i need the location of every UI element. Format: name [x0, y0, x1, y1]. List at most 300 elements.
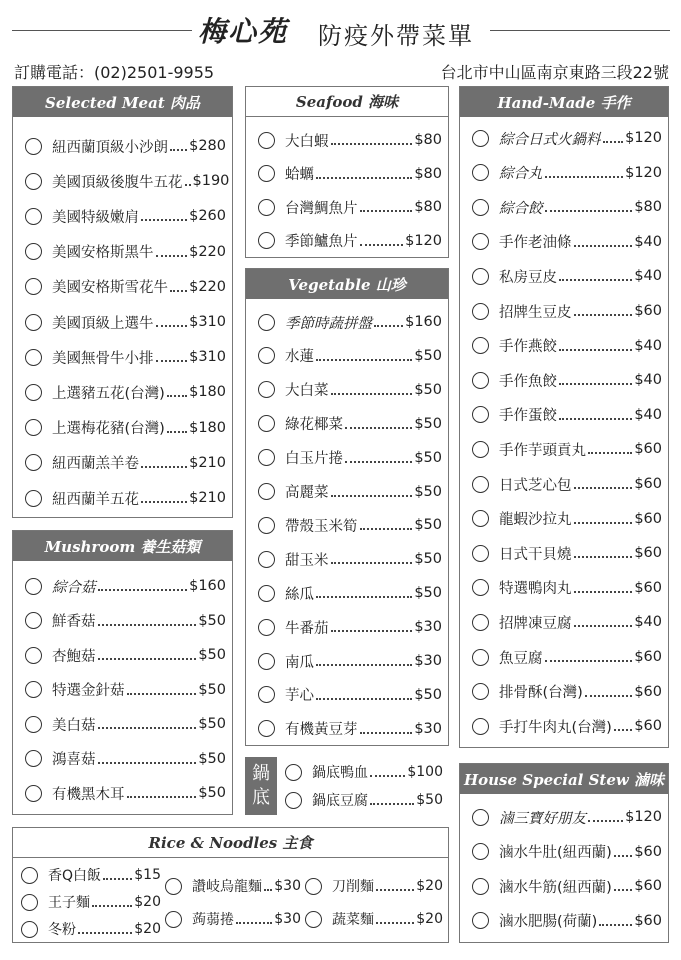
menu-item[interactable]	[25, 606, 226, 636]
dot-leader	[141, 211, 187, 221]
item-checkbox[interactable]	[25, 314, 42, 331]
menu-item[interactable]	[258, 680, 442, 710]
dot-leader	[574, 617, 633, 627]
dot-leader	[559, 375, 632, 385]
item-checkbox[interactable]	[472, 441, 489, 458]
menu-item[interactable]	[258, 409, 442, 439]
item-checkbox[interactable]	[472, 406, 489, 423]
dot-leader	[141, 493, 187, 503]
dot-leader	[574, 583, 633, 593]
menu-item[interactable]	[25, 448, 226, 478]
item-price: $310	[189, 349, 226, 366]
section-mushroom	[12, 530, 233, 815]
item-checkbox[interactable]	[472, 510, 489, 527]
item-price: $40	[634, 372, 662, 389]
menu-item[interactable]	[25, 166, 230, 196]
section-stew	[459, 763, 669, 943]
item-name: 上選梅花豬(台灣)	[52, 421, 165, 438]
store-address: 台北市中山區南京東路三段22號	[440, 63, 669, 82]
section-title: Seafood 海味	[246, 87, 448, 117]
item-checkbox[interactable]	[472, 199, 489, 216]
section-seafood	[245, 86, 449, 258]
menu-item[interactable]	[472, 296, 662, 326]
menu-item[interactable]	[472, 123, 662, 153]
item-name: 美國無骨牛小排	[52, 350, 154, 367]
menu-item[interactable]	[285, 757, 443, 787]
item-checkbox[interactable]	[472, 683, 489, 700]
item-price: $50	[414, 347, 442, 364]
menu-item[interactable]	[472, 192, 662, 222]
item-checkbox[interactable]	[472, 878, 489, 895]
item-name: 綜合日式火鍋料	[499, 131, 601, 148]
menu-item[interactable]	[472, 538, 662, 568]
dot-leader	[331, 554, 413, 564]
item-price: $50	[414, 517, 442, 534]
dot-leader	[614, 881, 632, 891]
item-name: 甜玉米	[285, 552, 329, 569]
item-price: $60	[634, 649, 662, 665]
item-checkbox[interactable]	[258, 199, 275, 216]
item-name: 手作燕餃	[499, 339, 557, 356]
item-name: 美國頂級上選牛	[52, 315, 154, 332]
menu-item[interactable]	[25, 272, 226, 302]
menu-item[interactable]	[25, 342, 226, 372]
menu-item[interactable]	[25, 413, 226, 443]
item-name: 招牌凍豆腐	[499, 615, 572, 632]
menu-item[interactable]	[25, 307, 226, 337]
item-name: 滷水牛肚(紐西蘭)	[499, 845, 612, 861]
hotpot-label-char: 鍋	[252, 763, 270, 784]
menu-item[interactable]	[258, 714, 442, 744]
item-price: $30	[414, 619, 442, 636]
dot-leader	[185, 176, 191, 186]
dot-leader	[545, 168, 624, 178]
item-checkbox[interactable]	[25, 384, 42, 401]
dot-leader	[141, 458, 187, 468]
item-name: 綜合菇	[52, 579, 96, 596]
menu-item[interactable]	[21, 914, 161, 944]
menu-item[interactable]	[258, 226, 442, 256]
menu-item[interactable]	[472, 573, 662, 603]
menu-item[interactable]	[258, 612, 442, 642]
menu-item[interactable]	[258, 125, 442, 155]
item-name: 綜合餃	[499, 200, 543, 217]
item-name: 刀削麵	[332, 879, 374, 895]
item-checkbox[interactable]	[25, 578, 42, 595]
item-checkbox[interactable]	[258, 415, 275, 432]
dot-leader	[370, 767, 405, 777]
menu-item[interactable]	[472, 331, 662, 361]
item-checkbox[interactable]	[25, 490, 42, 507]
item-price: $20	[416, 878, 443, 894]
item-name: 紐西蘭羔羊卷	[52, 456, 139, 473]
menu-item[interactable]	[165, 904, 301, 934]
dot-leader	[264, 881, 272, 891]
item-checkbox[interactable]	[472, 130, 489, 147]
item-price: $30	[414, 653, 442, 669]
menu-item[interactable]	[472, 871, 662, 901]
menu-item[interactable]	[21, 860, 161, 890]
item-name: 美國安格斯黑牛	[52, 245, 154, 262]
item-checkbox[interactable]	[472, 718, 489, 735]
item-checkbox[interactable]	[258, 619, 275, 636]
item-checkbox[interactable]	[25, 750, 42, 767]
dot-leader	[78, 924, 132, 934]
menu-item[interactable]	[258, 544, 442, 574]
dot-leader	[98, 754, 197, 764]
menu-item[interactable]	[25, 744, 226, 774]
dot-leader	[98, 650, 197, 660]
menu-item[interactable]	[285, 785, 443, 815]
item-name: 招牌生豆皮	[499, 304, 572, 321]
item-checkbox[interactable]	[258, 720, 275, 737]
menu-title: 防疫外帶菜單	[318, 22, 474, 50]
item-checkbox[interactable]	[472, 912, 489, 929]
section-rice	[12, 827, 449, 943]
menu-item[interactable]	[25, 483, 226, 513]
dot-leader	[360, 520, 413, 530]
menu-item[interactable]	[258, 192, 442, 222]
section-title: Vegetable 山珍	[246, 269, 448, 299]
item-name: 日式干貝燒	[499, 546, 572, 563]
menu-item[interactable]	[472, 365, 662, 395]
menu-item[interactable]	[21, 887, 161, 917]
item-price: $60	[634, 579, 662, 596]
dot-leader	[614, 847, 632, 857]
item-checkbox[interactable]	[305, 911, 322, 928]
item-name: 紐西蘭頂級小沙朗	[52, 139, 168, 156]
item-price: $50	[198, 612, 226, 629]
item-name: 私房豆皮	[499, 269, 557, 286]
item-price: $50	[198, 750, 226, 767]
menu-item[interactable]	[305, 904, 443, 934]
item-price: $80	[414, 199, 442, 215]
item-name: 手作魚餃	[499, 373, 557, 390]
order-phone: 訂購電話：(02)2501-9955	[14, 63, 215, 82]
item-checkbox[interactable]	[25, 208, 42, 225]
item-name: 高麗菜	[285, 485, 329, 501]
item-price: $20	[416, 911, 443, 927]
item-price: $50	[414, 551, 442, 568]
dot-leader	[559, 271, 632, 281]
item-checkbox[interactable]	[258, 653, 275, 670]
item-checkbox[interactable]	[25, 138, 42, 155]
menu-item[interactable]	[25, 778, 226, 808]
item-price: $50	[414, 381, 442, 398]
item-name: 手作蛋餃	[499, 408, 557, 425]
header-rule-right	[490, 30, 670, 31]
section-meat	[12, 86, 233, 518]
item-name: 王子麵	[48, 895, 90, 911]
item-checkbox[interactable]	[472, 233, 489, 250]
item-checkbox[interactable]	[472, 809, 489, 826]
menu-item[interactable]	[472, 642, 662, 672]
item-checkbox[interactable]	[25, 173, 42, 190]
item-price: $60	[634, 843, 662, 860]
item-checkbox[interactable]	[472, 649, 489, 666]
item-checkbox[interactable]	[472, 579, 489, 596]
item-name: 台灣鯛魚片	[285, 200, 358, 217]
item-checkbox[interactable]	[472, 268, 489, 285]
menu-item[interactable]	[258, 307, 442, 337]
item-name: 紐西蘭羊五花	[52, 491, 139, 508]
menu-item[interactable]	[472, 802, 662, 832]
item-name: 有機黑木耳	[52, 786, 125, 803]
item-checkbox[interactable]	[25, 681, 42, 698]
dot-leader	[156, 247, 188, 257]
item-checkbox[interactable]	[258, 449, 275, 466]
dot-leader	[345, 453, 412, 463]
item-price: $40	[634, 406, 662, 423]
item-price: $60	[634, 545, 662, 562]
item-checkbox[interactable]	[472, 843, 489, 860]
item-name: 鍋底鴨血	[312, 765, 368, 781]
dot-leader	[331, 622, 413, 632]
dot-leader	[574, 237, 633, 247]
item-price: $50	[414, 686, 442, 703]
item-price: $80	[634, 199, 662, 216]
item-price: $40	[634, 337, 662, 354]
item-name: 蛤蠣	[285, 167, 314, 183]
item-checkbox[interactable]	[25, 243, 42, 260]
item-name: 冬粉	[48, 922, 76, 938]
menu-item[interactable]	[472, 434, 662, 464]
item-price: $30	[414, 720, 442, 737]
item-checkbox[interactable]	[472, 337, 489, 354]
menu-item[interactable]	[25, 237, 226, 267]
item-checkbox[interactable]	[258, 686, 275, 703]
dot-leader	[92, 897, 132, 907]
dot-leader	[316, 690, 412, 700]
item-name: 美白菇	[52, 717, 96, 734]
item-price: $40	[634, 268, 662, 285]
item-price: $60	[634, 510, 662, 527]
item-checkbox[interactable]	[305, 878, 322, 895]
item-checkbox[interactable]	[472, 476, 489, 493]
item-price: $80	[414, 165, 442, 182]
item-name: 日式芝心包	[499, 477, 572, 494]
dot-leader	[360, 236, 404, 246]
item-name: 帶殼玉米筍	[285, 518, 358, 535]
item-name: 美國安格斯雪花牛	[52, 280, 168, 297]
item-checkbox[interactable]	[258, 483, 275, 500]
header-rule-left	[12, 30, 192, 31]
item-checkbox[interactable]	[285, 764, 302, 781]
item-name: 滷三寶好朋友	[499, 810, 586, 827]
item-checkbox[interactable]	[165, 911, 182, 928]
item-checkbox[interactable]	[258, 165, 275, 182]
item-checkbox[interactable]	[21, 894, 38, 911]
item-checkbox[interactable]	[258, 232, 275, 249]
section-vegetable	[245, 268, 449, 746]
item-name: 手作芋頭貢丸	[499, 442, 586, 459]
item-name: 芋心	[285, 688, 314, 705]
item-name: 綜合丸	[499, 166, 543, 183]
menu-header	[0, 8, 681, 52]
menu-item[interactable]	[258, 341, 442, 371]
dot-leader	[370, 795, 414, 805]
dot-leader	[360, 202, 413, 212]
item-name: 季節鱸魚片	[285, 234, 358, 250]
item-price: $60	[634, 718, 662, 735]
item-price: $220	[189, 278, 226, 295]
item-checkbox[interactable]	[472, 164, 489, 181]
menu-item[interactable]	[258, 578, 442, 608]
dot-leader	[374, 317, 403, 327]
dot-leader	[614, 721, 632, 731]
dot-leader	[98, 581, 188, 591]
item-price: $260	[189, 208, 226, 225]
menu-item[interactable]	[25, 571, 226, 601]
dot-leader	[588, 444, 632, 454]
menu-item[interactable]	[25, 377, 226, 407]
item-checkbox[interactable]	[21, 867, 38, 884]
item-name: 手打牛肉丸(台灣)	[499, 719, 612, 736]
item-checkbox[interactable]	[25, 612, 42, 629]
item-checkbox[interactable]	[258, 585, 275, 602]
item-price: $15	[134, 867, 161, 883]
item-price: $80	[414, 132, 442, 148]
item-name: 牛番茄	[285, 620, 329, 637]
menu-item[interactable]	[258, 646, 442, 676]
dot-leader	[376, 881, 414, 891]
menu-item[interactable]	[472, 400, 662, 430]
dot-leader	[156, 352, 188, 362]
item-price: $160	[189, 578, 226, 594]
menu-item[interactable]	[258, 510, 442, 540]
item-checkbox[interactable]	[25, 419, 42, 436]
menu-item[interactable]	[258, 159, 442, 189]
section-title: Rice & Noodles 主食	[13, 828, 448, 858]
item-checkbox[interactable]	[472, 545, 489, 562]
item-price: $50	[198, 681, 226, 698]
item-checkbox[interactable]	[472, 303, 489, 320]
section-title: House Special Stew 滷味	[460, 764, 668, 794]
dot-leader	[167, 423, 187, 433]
item-checkbox[interactable]	[25, 349, 42, 366]
menu-item[interactable]	[25, 675, 226, 705]
item-price: $210	[189, 490, 226, 506]
item-price: $50	[414, 415, 442, 432]
item-checkbox[interactable]	[258, 381, 275, 398]
menu-item[interactable]	[472, 469, 662, 499]
dot-leader	[170, 141, 187, 151]
section-title: Mushroom 養生菇類	[13, 531, 232, 561]
item-price: $190	[192, 173, 230, 190]
item-checkbox[interactable]	[285, 792, 302, 809]
dot-leader	[127, 685, 197, 695]
dot-leader	[574, 514, 633, 524]
menu-item[interactable]	[25, 709, 226, 739]
item-checkbox[interactable]	[258, 517, 275, 534]
menu-item[interactable]	[472, 677, 662, 707]
item-price: $60	[634, 683, 662, 700]
menu-item[interactable]	[258, 375, 442, 405]
dot-leader	[603, 133, 624, 143]
menu-item[interactable]	[472, 504, 662, 534]
menu-item[interactable]	[25, 131, 226, 161]
dot-leader	[559, 341, 632, 351]
item-price: $180	[189, 384, 226, 401]
item-checkbox[interactable]	[258, 132, 275, 149]
menu-item[interactable]	[165, 871, 301, 901]
dot-leader	[574, 548, 633, 558]
item-name: 水蓮	[285, 349, 314, 366]
menu-item[interactable]	[472, 906, 662, 936]
item-checkbox[interactable]	[258, 551, 275, 568]
item-checkbox[interactable]	[21, 921, 38, 938]
item-price: $120	[405, 232, 442, 249]
item-price: $220	[189, 243, 226, 260]
item-name: 蔬菜麵	[332, 912, 374, 928]
dot-leader	[316, 169, 412, 179]
item-checkbox[interactable]	[258, 347, 275, 364]
menu-item[interactable]	[472, 227, 662, 257]
menu-item[interactable]	[472, 158, 662, 188]
item-checkbox[interactable]	[25, 785, 42, 802]
menu-item[interactable]	[305, 871, 443, 901]
item-checkbox[interactable]	[25, 454, 42, 471]
menu-item[interactable]	[258, 477, 442, 507]
dot-leader	[316, 588, 412, 598]
dot-leader	[545, 202, 633, 212]
item-price: $120	[625, 130, 662, 146]
menu-item[interactable]	[472, 607, 662, 637]
item-checkbox[interactable]	[258, 314, 275, 331]
item-name: 魚豆腐	[499, 650, 543, 667]
menu-item[interactable]	[25, 640, 226, 670]
item-price: $20	[134, 921, 161, 937]
item-checkbox[interactable]	[165, 878, 182, 895]
item-name: 白玉片捲	[285, 451, 343, 468]
item-name: 南瓜	[285, 654, 314, 671]
menu-item[interactable]	[472, 711, 662, 741]
item-price: $310	[189, 314, 226, 330]
item-checkbox[interactable]	[25, 716, 42, 733]
item-price: $60	[634, 303, 662, 319]
hotpot-label	[245, 757, 277, 815]
item-name: 特選鴨肉丸	[499, 581, 572, 598]
item-price: $100	[407, 764, 443, 780]
item-price: $280	[189, 138, 226, 154]
dot-leader	[360, 724, 413, 734]
item-name: 香Q白飯	[48, 868, 102, 884]
brand-logo: 梅心苑	[198, 15, 289, 48]
item-price: $60	[634, 476, 662, 492]
item-name: 滷水牛筋(紐西蘭)	[499, 879, 612, 896]
item-name: 美國特級嫩肩	[52, 209, 139, 226]
item-name: 排骨酥(台灣)	[499, 685, 583, 702]
menu-item[interactable]	[472, 261, 662, 291]
item-checkbox[interactable]	[25, 278, 42, 295]
item-checkbox[interactable]	[25, 647, 42, 664]
item-name: 美國頂級後腹牛五花	[52, 174, 183, 191]
item-name: 大白蝦	[285, 133, 329, 150]
dot-leader	[559, 410, 632, 420]
item-price: $60	[634, 878, 662, 894]
dot-leader	[545, 652, 633, 662]
item-name: 上選豬五花(台灣)	[52, 385, 165, 402]
menu-item[interactable]	[258, 443, 442, 473]
item-name: 有機黃豆芽	[285, 722, 358, 739]
item-price: $50	[414, 483, 442, 500]
menu-item[interactable]	[25, 201, 226, 231]
item-price: $50	[198, 785, 226, 801]
item-checkbox[interactable]	[472, 372, 489, 389]
menu-item[interactable]	[472, 837, 662, 867]
item-checkbox[interactable]	[472, 614, 489, 631]
dot-leader	[376, 914, 414, 924]
